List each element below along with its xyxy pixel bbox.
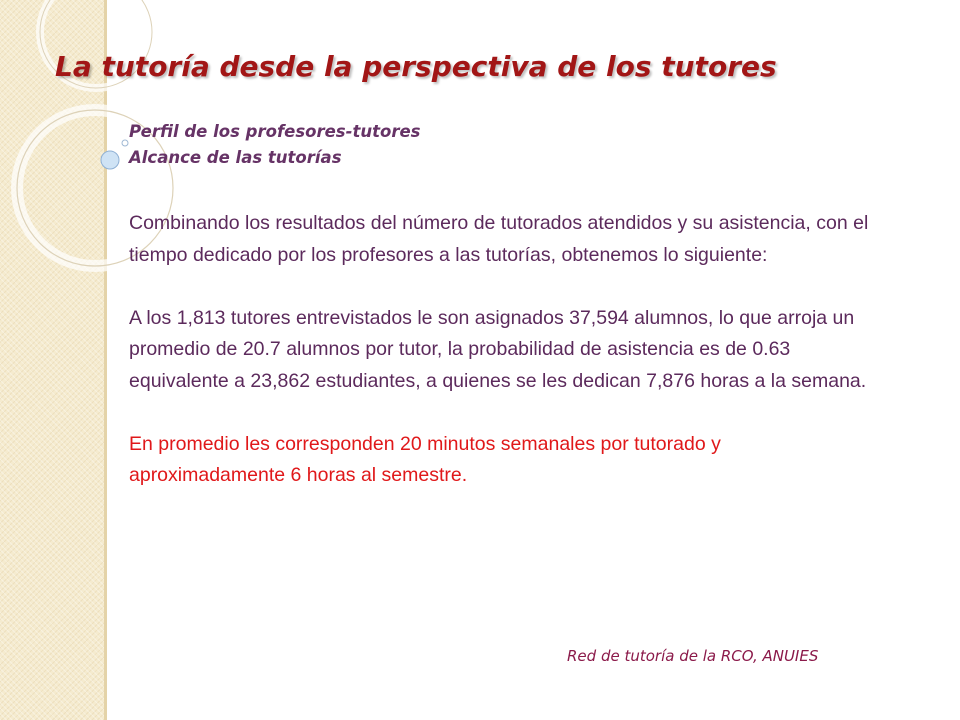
paragraph-intro: Combinando los resultados del número de tutorados atendidos y su asistencia, con el tiempo dedicado por los profesores a las tutorías, obtenemos lo siguiente: xyxy=(129,212,869,266)
paragraph-highlight: En promedio les corresponden 20 minutos semanales por tutorado y aproximadamente 6 horas al semestre. xyxy=(129,432,721,486)
subtitle-profile: Perfil de los profesores-tutores xyxy=(129,122,421,141)
footer-credit: Red de tutoría de la RCO, ANUIES xyxy=(567,647,819,665)
tiny-dot xyxy=(122,140,128,146)
slide-title: La tutoría desde la perspectiva de los tutores xyxy=(55,50,777,83)
blue-dot xyxy=(101,151,119,169)
subtitle-block xyxy=(129,119,420,171)
body-text xyxy=(129,208,869,523)
subtitle-scope: Alcance de las tutorías xyxy=(129,148,342,167)
paragraph-statistics: A los 1,813 tutores entrevistados le son asignados 37,594 alumnos, lo que arroja un promedio de 20.7 alumnos por tutor, la probabilidad de asistencia es de 0.63 equivalente a 23,862 estudiantes, a quienes se les dedican 7,876 horas a la semana. xyxy=(129,306,867,392)
